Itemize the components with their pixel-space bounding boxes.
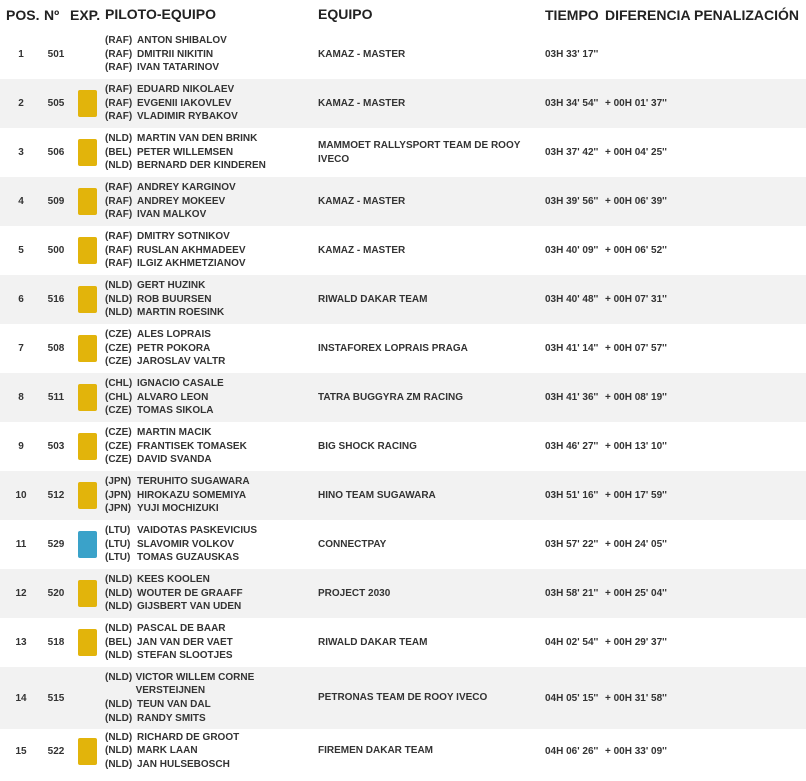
pilot-name: ROB BUURSEN xyxy=(137,293,212,305)
pilot-line xyxy=(105,34,318,48)
position-cell: 7 xyxy=(18,343,24,354)
pilot-name: PETR POKORA xyxy=(137,342,211,354)
pilot-nationality: (NLD) xyxy=(105,699,133,710)
pilot-nationality: (RAF) xyxy=(105,48,133,60)
pilot-name: RUSLAN AKHMADEEV xyxy=(137,244,246,256)
position-cell: 9 xyxy=(18,441,24,452)
number-cell: 529 xyxy=(47,539,65,550)
pilots-cell xyxy=(105,279,318,320)
table-row[interactable] xyxy=(0,618,806,667)
table-row[interactable] xyxy=(0,422,806,471)
pilot-name: KEES KOOLEN xyxy=(137,574,210,586)
time-cell: 03H 41' 14'' xyxy=(545,343,599,354)
difference-cell: + 00H 33' 09'' xyxy=(605,745,667,757)
pilot-nationality: (CZE) xyxy=(105,342,132,354)
experience-badge-gold-icon xyxy=(78,90,97,117)
difference-cell: + 00H 13' 10'' xyxy=(605,441,667,452)
pilot-name: DMITRII NIKITIN xyxy=(137,48,214,60)
pilots-cell xyxy=(105,328,318,369)
pilot-name: ANTON SHIBALOV xyxy=(137,35,227,47)
pilot-name: GERT HUZINK xyxy=(137,280,206,292)
pilot-nationality: (RAF) xyxy=(105,258,133,270)
pilot-line xyxy=(105,489,318,503)
time-cell: 03H 40' 48'' xyxy=(545,294,599,305)
position-cell: 4 xyxy=(18,196,24,207)
experience-badge-gold-icon xyxy=(78,335,97,362)
pilot-name: IVAN MALKOV xyxy=(137,209,207,221)
position-cell: 15 xyxy=(15,745,27,757)
team-cell: PETRONAS TEAM DE ROOY IVECO xyxy=(318,692,488,704)
time-cell: 04H 05' 15'' xyxy=(545,692,599,704)
pilot-nationality: (RAF) xyxy=(105,84,133,96)
header-difference: DIFERENCIA xyxy=(605,7,691,23)
pilot-name: RICHARD DE GROOT xyxy=(137,731,240,743)
table-row[interactable] xyxy=(0,471,806,520)
experience-badge-gold-icon xyxy=(78,237,97,264)
pilot-name: VAIDOTAS PASKEVICIUS xyxy=(137,525,258,537)
time-cell: 03H 40' 09'' xyxy=(545,245,599,256)
team-cell: MAMMOET RALLYSPORT TEAM DE ROOY IVECO xyxy=(318,139,521,165)
position-cell: 13 xyxy=(15,637,27,648)
header-time: TIEMPO xyxy=(545,7,599,23)
table-row[interactable] xyxy=(0,177,806,226)
pilot-nationality: (NLD) xyxy=(105,133,133,145)
time-cell: 03H 39' 56'' xyxy=(545,196,599,207)
number-cell: 512 xyxy=(47,490,65,501)
difference-cell: + 00H 07' 31'' xyxy=(605,294,667,305)
header-number: Nº xyxy=(44,7,60,23)
pilot-line xyxy=(105,671,318,698)
pilot-line xyxy=(105,698,318,712)
number-cell: 516 xyxy=(47,294,65,305)
pilot-line xyxy=(105,744,318,758)
experience-badge-gold-icon xyxy=(78,629,97,656)
number-cell: 511 xyxy=(47,392,65,403)
pilot-line xyxy=(105,587,318,601)
experience-badge-gold-icon xyxy=(78,384,97,411)
position-cell: 8 xyxy=(18,392,24,403)
pilot-name: YUJI MOCHIZUKI xyxy=(137,503,219,515)
position-cell: 1 xyxy=(18,49,24,60)
number-cell: 501 xyxy=(47,49,65,60)
team-cell: KAMAZ - MASTER xyxy=(318,48,406,60)
pilot-name: PETER WILLEMSEN xyxy=(137,146,234,158)
pilot-name: JAN HULSEBOSCH xyxy=(137,758,230,770)
pilot-name: BERNARD DER KINDEREN xyxy=(137,160,266,172)
exp-cell xyxy=(70,188,105,215)
pilot-line xyxy=(105,61,318,75)
pilot-line xyxy=(105,636,318,650)
pilot-nationality: (JPN) xyxy=(105,476,132,488)
pilots-cell xyxy=(105,132,318,173)
exp-cell xyxy=(70,335,105,362)
difference-cell: + 00H 06' 52'' xyxy=(605,245,667,256)
pilot-line xyxy=(105,97,318,111)
table-row[interactable] xyxy=(0,373,806,422)
pilot-line xyxy=(105,377,318,391)
team-cell: TATRA BUGGYRA ZM RACING xyxy=(318,391,463,403)
pilot-name: ANDREY MOKEEV xyxy=(137,195,226,207)
position-cell: 3 xyxy=(18,147,24,158)
exp-cell xyxy=(70,580,105,607)
pilot-nationality: (NLD) xyxy=(105,745,133,757)
pilot-name: TEUN VAN DAL xyxy=(137,699,211,710)
position-cell: 12 xyxy=(15,588,27,599)
pilot-line xyxy=(105,306,318,320)
pilot-nationality: (CZE) xyxy=(105,440,132,452)
pilot-line xyxy=(105,355,318,369)
pilot-line xyxy=(105,538,318,552)
difference-cell: + 00H 07' 57'' xyxy=(605,343,667,354)
position-cell: 10 xyxy=(15,490,27,501)
pilot-line xyxy=(105,649,318,663)
experience-badge-gold-icon xyxy=(78,188,97,215)
pilot-line xyxy=(105,230,318,244)
pilot-line xyxy=(105,257,318,271)
team-cell: RIWALD DAKAR TEAM xyxy=(318,293,428,305)
pilot-nationality: (LTU) xyxy=(105,552,131,564)
pilots-cell xyxy=(105,83,318,124)
pilot-nationality: (NLD) xyxy=(105,623,133,635)
table-row[interactable] xyxy=(0,226,806,275)
position-cell: 6 xyxy=(18,294,24,305)
exp-cell xyxy=(70,738,105,765)
number-cell: 515 xyxy=(47,692,65,704)
pilot-line xyxy=(105,524,318,538)
experience-badge-gold-icon xyxy=(78,738,97,765)
team-cell: KAMAZ - MASTER xyxy=(318,244,406,256)
pilot-nationality: (RAF) xyxy=(105,182,133,194)
pilot-name: DMITRY SOTNIKOV xyxy=(137,231,230,243)
time-cell: 03H 57' 22'' xyxy=(545,539,599,550)
team-cell: CONNECTPAY xyxy=(318,538,387,550)
pilot-name: MARTIN ROESINK xyxy=(137,307,225,319)
pilots-cell xyxy=(105,181,318,222)
team-cell: INSTAFOREX LOPRAIS PRAGA xyxy=(318,342,468,354)
pilot-line xyxy=(105,328,318,342)
team-cell: FIREMEN DAKAR TEAM xyxy=(318,745,433,757)
pilot-nationality: (NLD) xyxy=(105,587,133,599)
pilot-line xyxy=(105,159,318,173)
pilot-line xyxy=(105,453,318,467)
pilot-nationality: (RAF) xyxy=(105,35,133,47)
pilot-line xyxy=(105,475,318,489)
time-cell: 03H 51' 16'' xyxy=(545,490,599,501)
pilot-line xyxy=(105,502,318,516)
pilot-line xyxy=(105,440,318,454)
number-cell: 509 xyxy=(47,196,65,207)
pilot-name: SLAVOMIR VOLKOV xyxy=(137,538,235,550)
pilot-line xyxy=(105,195,318,209)
pilot-line xyxy=(105,146,318,160)
pilots-cell xyxy=(105,377,318,418)
pilots-cell xyxy=(105,671,318,725)
table-row[interactable] xyxy=(0,667,806,729)
pilot-nationality: (CHL) xyxy=(105,378,133,390)
pilot-nationality: (CHL) xyxy=(105,391,133,403)
pilot-line xyxy=(105,426,318,440)
number-cell: 522 xyxy=(47,745,65,757)
experience-badge-gold-icon xyxy=(78,139,97,166)
pilot-line xyxy=(105,622,318,636)
pilot-name: TERUHITO SUGAWARA xyxy=(137,476,250,488)
table-row[interactable] xyxy=(0,79,806,128)
pilot-name: IGNACIO CASALE xyxy=(137,378,224,390)
pilot-nationality: (CZE) xyxy=(105,405,132,417)
pilot-name: VLADIMIR RYBAKOV xyxy=(137,111,238,123)
pilot-line xyxy=(105,181,318,195)
table-header xyxy=(0,0,806,30)
difference-cell: + 00H 01' 37'' xyxy=(605,98,667,109)
pilot-nationality: (NLD) xyxy=(105,671,133,683)
table-row[interactable] xyxy=(0,30,806,79)
header-team: EQUIPO xyxy=(318,6,373,23)
pilot-name: TOMAS GUZAUSKAS xyxy=(137,552,240,564)
pilot-nationality: (NLD) xyxy=(105,601,133,613)
difference-cell: + 00H 31' 58'' xyxy=(605,692,667,704)
pilots-cell xyxy=(105,622,318,663)
pilot-nationality: (RAF) xyxy=(105,62,133,74)
pilot-line xyxy=(105,110,318,124)
pilot-name: WOUTER DE GRAAFF xyxy=(137,587,243,599)
position-cell: 5 xyxy=(18,245,24,256)
team-cell: BIG SHOCK RACING xyxy=(318,440,417,452)
exp-cell xyxy=(70,384,105,411)
pilot-nationality: (RAF) xyxy=(105,97,133,109)
pilot-nationality: (NLD) xyxy=(105,307,133,319)
pilot-name: MARK LAAN xyxy=(137,745,198,757)
pilot-line xyxy=(105,293,318,307)
pilot-name: EVGENII IAKOVLEV xyxy=(137,97,232,109)
difference-cell: + 00H 06' 39'' xyxy=(605,196,667,207)
pilot-name: JAROSLAV VALTR xyxy=(137,356,226,368)
pilot-nationality: (JPN) xyxy=(105,503,132,515)
pilots-cell xyxy=(105,426,318,467)
pilot-nationality: (CZE) xyxy=(105,427,132,439)
pilot-line xyxy=(105,279,318,293)
table-row[interactable] xyxy=(0,569,806,618)
header-pilots: PILOTO-EQUIPO xyxy=(105,6,216,23)
pilot-name: ALVARO LEON xyxy=(137,391,209,403)
table-row[interactable] xyxy=(0,128,806,177)
table-body xyxy=(0,30,806,773)
team-cell: HINO TEAM SUGAWARA xyxy=(318,489,436,501)
time-cell: 03H 33' 17'' xyxy=(545,49,599,60)
pilot-name: IVAN TATARINOV xyxy=(137,62,220,74)
pilot-nationality: (CZE) xyxy=(105,356,132,368)
pilot-name: ILGIZ AKHMETZIANOV xyxy=(137,258,246,270)
pilot-name: RANDY SMITS xyxy=(137,712,206,724)
pilot-nationality: (LTU) xyxy=(105,538,131,550)
header-penalty: PENALIZACIÓN xyxy=(694,7,799,23)
pilot-nationality: (RAF) xyxy=(105,244,133,256)
exp-cell xyxy=(70,139,105,166)
exp-cell xyxy=(70,90,105,117)
pilot-nationality: (NLD) xyxy=(105,160,133,172)
pilot-nationality: (CZE) xyxy=(105,329,132,341)
time-cell: 04H 02' 54'' xyxy=(545,637,599,648)
pilot-nationality: (NLD) xyxy=(105,574,133,586)
number-cell: 518 xyxy=(47,637,65,648)
pilot-name: VICTOR WILLEM CORNE VERSTEIJNEN xyxy=(135,671,255,697)
pilot-name: ANDREY KARGINOV xyxy=(137,182,236,194)
number-cell: 505 xyxy=(47,98,65,109)
pilot-nationality: (NLD) xyxy=(105,650,133,662)
pilot-name: JAN VAN DER VAET xyxy=(137,636,233,648)
difference-cell: + 00H 25' 04'' xyxy=(605,588,667,599)
pilot-nationality: (BEL) xyxy=(105,146,132,158)
time-cell: 03H 34' 54'' xyxy=(545,98,599,109)
pilot-name: MARTIN MACIK xyxy=(137,427,212,439)
table-row[interactable] xyxy=(0,729,806,773)
pilot-nationality: (NLD) xyxy=(105,293,133,305)
time-cell: 03H 41' 36'' xyxy=(545,392,599,403)
pilot-nationality: (RAF) xyxy=(105,111,133,123)
experience-badge-gold-icon xyxy=(78,286,97,313)
difference-cell: + 00H 04' 25'' xyxy=(605,147,667,158)
pilot-line xyxy=(105,404,318,418)
exp-cell xyxy=(70,531,105,558)
pilot-line xyxy=(105,573,318,587)
pilot-name: DAVID SVANDA xyxy=(137,454,212,466)
pilot-nationality: (RAF) xyxy=(105,209,133,221)
pilot-line xyxy=(105,391,318,405)
number-cell: 506 xyxy=(47,147,65,158)
pilot-nationality: (CZE) xyxy=(105,454,132,466)
pilot-line xyxy=(105,712,318,726)
pilot-line xyxy=(105,132,318,146)
time-cell: 04H 06' 26'' xyxy=(545,745,599,757)
pilot-line xyxy=(105,731,318,745)
pilot-name: ALES LOPRAIS xyxy=(137,329,211,341)
pilot-name: STEFAN SLOOTJES xyxy=(137,650,233,662)
pilot-nationality: (RAF) xyxy=(105,231,133,243)
number-cell: 503 xyxy=(47,441,65,452)
pilot-name: EDUARD NIKOLAEV xyxy=(137,84,235,96)
exp-cell xyxy=(70,433,105,460)
number-cell: 500 xyxy=(47,245,65,256)
experience-badge-gold-icon xyxy=(78,580,97,607)
pilots-cell xyxy=(105,573,318,614)
number-cell: 508 xyxy=(47,343,65,354)
pilot-nationality: (RAF) xyxy=(105,195,133,207)
header-exp: EXP. xyxy=(70,7,101,23)
pilots-cell xyxy=(105,230,318,271)
table-row[interactable] xyxy=(0,520,806,569)
pilot-line xyxy=(105,48,318,62)
table-row[interactable] xyxy=(0,275,806,324)
pilot-name: PASCAL DE BAAR xyxy=(137,623,226,635)
pilot-line xyxy=(105,600,318,614)
pilot-name: MARTIN VAN DEN BRINK xyxy=(137,133,258,145)
pilot-name: GIJSBERT VAN UDEN xyxy=(137,601,242,613)
table-row[interactable] xyxy=(0,324,806,373)
position-cell: 2 xyxy=(18,98,24,109)
exp-cell xyxy=(70,286,105,313)
time-cell: 03H 58' 21'' xyxy=(545,588,599,599)
pilot-line xyxy=(105,244,318,258)
pilot-nationality: (JPN) xyxy=(105,489,132,501)
difference-cell: + 00H 29' 37'' xyxy=(605,637,667,648)
exp-cell xyxy=(70,237,105,264)
team-cell: RIWALD DAKAR TEAM xyxy=(318,636,428,648)
pilot-nationality: (NLD) xyxy=(105,758,133,770)
pilot-line xyxy=(105,551,318,565)
pilot-line xyxy=(105,83,318,97)
time-cell: 03H 37' 42'' xyxy=(545,147,599,158)
pilots-cell xyxy=(105,731,318,772)
time-cell: 03H 46' 27'' xyxy=(545,441,599,452)
team-cell: KAMAZ - MASTER xyxy=(318,195,406,207)
difference-cell: + 00H 08' 19'' xyxy=(605,392,667,403)
pilot-nationality: (NLD) xyxy=(105,712,133,724)
pilot-name: FRANTISEK TOMASEK xyxy=(137,440,247,452)
header-pos: POS. xyxy=(6,7,40,23)
position-cell: 14 xyxy=(15,692,27,704)
pilot-nationality: (BEL) xyxy=(105,636,132,648)
pilot-name: HIROKAZU SOMEMIYA xyxy=(137,489,247,501)
team-cell: KAMAZ - MASTER xyxy=(318,97,406,109)
experience-badge-gold-icon xyxy=(78,482,97,509)
pilots-cell xyxy=(105,34,318,75)
pilot-nationality: (LTU) xyxy=(105,525,131,537)
pilot-nationality: (NLD) xyxy=(105,731,133,743)
pilot-name: TOMAS SIKOLA xyxy=(137,405,214,417)
team-cell: PROJECT 2030 xyxy=(318,587,391,599)
pilot-line xyxy=(105,342,318,356)
difference-cell: + 00H 24' 05'' xyxy=(605,539,667,550)
experience-badge-gold-icon xyxy=(78,433,97,460)
pilot-nationality: (NLD) xyxy=(105,280,133,292)
exp-cell xyxy=(70,629,105,656)
difference-cell: + 00H 17' 59'' xyxy=(605,490,667,501)
pilot-line xyxy=(105,758,318,772)
experience-badge-blue-icon xyxy=(78,531,97,558)
pilots-cell xyxy=(105,475,318,516)
exp-cell xyxy=(70,482,105,509)
pilot-line xyxy=(105,208,318,222)
pilots-cell xyxy=(105,524,318,565)
position-cell: 11 xyxy=(15,539,27,550)
number-cell: 520 xyxy=(47,588,65,599)
